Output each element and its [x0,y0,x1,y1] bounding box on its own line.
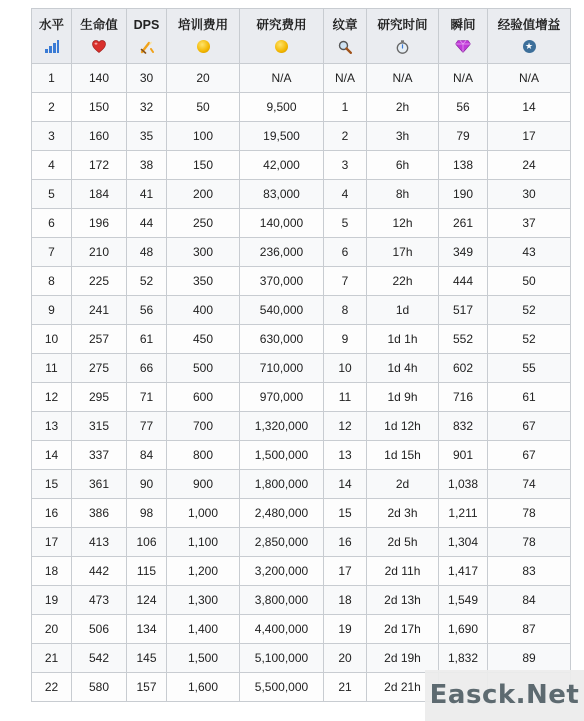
cell-dps: 56 [127,296,167,325]
cell-level: 1 [32,64,72,93]
cell-level: 12 [32,383,72,412]
cell-xp-gain: 84 [488,586,571,615]
table-row [32,64,571,93]
cell-dps: 90 [127,470,167,499]
cell-hitpoints: 386 [72,499,127,528]
cell-hitpoints: 580 [72,673,127,702]
cell-hitpoints: 184 [72,180,127,209]
cell-research-cost: 1,320,000 [240,412,324,441]
cell-level: 6 [32,209,72,238]
cell-dps: 44 [127,209,167,238]
cell-research-time: 2d 3h [367,499,439,528]
cell-research-cost: 3,200,000 [240,557,324,586]
cell-laboratory-level: 17 [324,557,367,586]
cell-training-cost: 1,000 [167,499,240,528]
cell-xp-gain: 14 [488,93,571,122]
cell-training-cost: 150 [167,151,240,180]
cell-xp-gain: 52 [488,325,571,354]
gold-coin-icon [197,40,210,53]
cell-xp-gain: 52 [488,296,571,325]
col-header-dps[interactable] [127,9,167,64]
cell-gem-cost: 901 [439,441,488,470]
cell-research-cost: 3,800,000 [240,586,324,615]
col-header-training-cost[interactable] [167,9,240,64]
cell-laboratory-level: N/A [324,64,367,93]
cell-hitpoints: 315 [72,412,127,441]
table-row [32,557,571,586]
cell-dps: 98 [127,499,167,528]
cell-hitpoints: 442 [72,557,127,586]
cell-laboratory-level: 15 [324,499,367,528]
cell-xp-gain: 74 [488,470,571,499]
cell-research-time: 2d 19h [367,644,439,673]
heart-icon [92,40,106,53]
cell-hitpoints: 295 [72,383,127,412]
cell-research-cost: 19,500 [240,122,324,151]
cell-level: 5 [32,180,72,209]
cell-xp-gain: 78 [488,528,571,557]
cell-research-cost: 710,000 [240,354,324,383]
cell-dps: 30 [127,64,167,93]
cell-level: 3 [32,122,72,151]
table-row [32,586,571,615]
watermark: Easck.Net [425,670,584,721]
xp-star-icon: ★ [523,40,536,53]
cell-level: 22 [32,673,72,702]
cell-level: 10 [32,325,72,354]
cell-research-time: 2d 5h [367,528,439,557]
cell-training-cost: 900 [167,470,240,499]
cell-laboratory-level: 14 [324,470,367,499]
cell-training-cost: 800 [167,441,240,470]
cell-hitpoints: 413 [72,528,127,557]
cell-training-cost: 400 [167,296,240,325]
table-row [32,528,571,557]
cell-research-cost: 9,500 [240,93,324,122]
cell-dps: 84 [127,441,167,470]
cell-research-cost: 970,000 [240,383,324,412]
cell-xp-gain: 24 [488,151,571,180]
sword-icon [140,40,154,54]
table-row [32,180,571,209]
cell-gem-cost: 1,417 [439,557,488,586]
cell-hitpoints: 542 [72,644,127,673]
col-header-research-time[interactable] [367,9,439,64]
cell-training-cost: 1,400 [167,615,240,644]
header-label: 研究时间 [377,18,428,32]
cell-dps: 35 [127,122,167,151]
table-row [32,93,571,122]
cell-research-cost: 42,000 [240,151,324,180]
table-row [32,383,571,412]
cell-hitpoints: 160 [72,122,127,151]
cell-laboratory-level: 19 [324,615,367,644]
cell-research-time: 2d 21h [367,673,439,702]
gold-coin-icon [275,40,288,53]
cell-research-cost: 140,000 [240,209,324,238]
troop-level-table [31,8,571,702]
level-bars-icon [45,40,59,53]
cell-gem-cost: 517 [439,296,488,325]
cell-research-time: 2d 13h [367,586,439,615]
col-header-level[interactable] [32,9,72,64]
cell-hitpoints: 196 [72,209,127,238]
cell-research-time: 1d 4h [367,354,439,383]
cell-dps: 52 [127,267,167,296]
cell-dps: 77 [127,412,167,441]
cell-laboratory-level: 10 [324,354,367,383]
cell-laboratory-level: 13 [324,441,367,470]
cell-research-cost: 1,500,000 [240,441,324,470]
cell-xp-gain: 87 [488,615,571,644]
cell-gem-cost: 190 [439,180,488,209]
cell-training-cost: 1,200 [167,557,240,586]
cell-laboratory-level: 5 [324,209,367,238]
cell-training-cost: 300 [167,238,240,267]
cell-gem-cost: 1,690 [439,615,488,644]
table-row [32,151,571,180]
cell-dps: 32 [127,93,167,122]
cell-research-cost: 5,500,000 [240,673,324,702]
header-label: 生命值 [80,18,118,32]
cell-xp-gain: N/A [488,64,571,93]
header-label: 培训费用 [177,18,228,32]
cell-level: 21 [32,644,72,673]
cell-dps: 61 [127,325,167,354]
cell-training-cost: 100 [167,122,240,151]
header-label: 水平 [38,18,64,32]
cell-research-cost: 1,800,000 [240,470,324,499]
magnifier-icon [338,40,352,54]
table-row [32,122,571,151]
cell-training-cost: 1,500 [167,644,240,673]
cell-research-time: 2d [367,470,439,499]
table-row [32,325,571,354]
cell-research-cost: 236,000 [240,238,324,267]
cell-gem-cost: 56 [439,93,488,122]
cell-level: 13 [32,412,72,441]
cell-dps: 48 [127,238,167,267]
cell-level: 8 [32,267,72,296]
cell-research-time: 1d 1h [367,325,439,354]
cell-gem-cost: 261 [439,209,488,238]
table-row [32,267,571,296]
col-header-xp-gain[interactable] [488,9,571,64]
cell-xp-gain: 67 [488,412,571,441]
cell-research-time: 2d 17h [367,615,439,644]
cell-gem-cost: 1,304 [439,528,488,557]
cell-xp-gain: 43 [488,238,571,267]
cell-hitpoints: 337 [72,441,127,470]
col-header-gems[interactable] [439,9,488,64]
cell-hitpoints: 257 [72,325,127,354]
cell-research-cost: 540,000 [240,296,324,325]
cell-level: 18 [32,557,72,586]
cell-hitpoints: 150 [72,93,127,122]
cell-laboratory-level: 6 [324,238,367,267]
cell-research-cost: 5,100,000 [240,644,324,673]
cell-laboratory-level: 1 [324,93,367,122]
cell-xp-gain: 83 [488,557,571,586]
cell-xp-gain: 61 [488,383,571,412]
cell-gem-cost: 602 [439,354,488,383]
cell-xp-gain: 78 [488,499,571,528]
cell-xp-gain: 30 [488,180,571,209]
cell-gem-cost: 552 [439,325,488,354]
header-label: 纹章 [332,18,358,32]
cell-research-time: 17h [367,238,439,267]
cell-research-cost: 2,480,000 [240,499,324,528]
cell-gem-cost: 444 [439,267,488,296]
cell-gem-cost: 1,038 [439,470,488,499]
cell-gem-cost: 716 [439,383,488,412]
cell-dps: 157 [127,673,167,702]
cell-level: 15 [32,470,72,499]
cell-gem-cost: 832 [439,412,488,441]
cell-dps: 145 [127,644,167,673]
cell-level: 11 [32,354,72,383]
cell-hitpoints: 140 [72,64,127,93]
cell-gem-cost: 138 [439,151,488,180]
table-row [32,296,571,325]
table-row [32,209,571,238]
cell-level: 2 [32,93,72,122]
cell-dps: 115 [127,557,167,586]
cell-level: 19 [32,586,72,615]
cell-training-cost: 700 [167,412,240,441]
cell-research-time: 1d 12h [367,412,439,441]
table-row [32,354,571,383]
header-label: 瞬间 [450,18,476,32]
cell-research-cost: 4,400,000 [240,615,324,644]
cell-dps: 106 [127,528,167,557]
table-row [32,499,571,528]
cell-training-cost: 1,300 [167,586,240,615]
table-row [32,412,571,441]
cell-level: 14 [32,441,72,470]
cell-laboratory-level: 2 [324,122,367,151]
col-header-laboratory[interactable] [324,9,367,64]
cell-research-time: 12h [367,209,439,238]
cell-hitpoints: 473 [72,586,127,615]
col-header-hitpoints[interactable] [72,9,127,64]
cell-research-time: 2d 11h [367,557,439,586]
cell-dps: 124 [127,586,167,615]
cell-research-cost: 370,000 [240,267,324,296]
cell-laboratory-level: 20 [324,644,367,673]
cell-laboratory-level: 7 [324,267,367,296]
cell-level: 17 [32,528,72,557]
cell-research-cost: N/A [240,64,324,93]
table-row [32,470,571,499]
cell-hitpoints: 361 [72,470,127,499]
cell-gem-cost: 1,549 [439,586,488,615]
cell-research-time: 1d [367,296,439,325]
table-row [32,644,571,673]
cell-laboratory-level: 3 [324,151,367,180]
cell-gem-cost: 79 [439,122,488,151]
cell-hitpoints: 172 [72,151,127,180]
cell-training-cost: 50 [167,93,240,122]
cell-xp-gain: 55 [488,354,571,383]
cell-xp-gain: 17 [488,122,571,151]
cell-training-cost: 200 [167,180,240,209]
table-row [32,238,571,267]
cell-gem-cost: 349 [439,238,488,267]
cell-laboratory-level: 16 [324,528,367,557]
cell-training-cost: 1,600 [167,673,240,702]
cell-gem-cost: N/A [439,64,488,93]
table-row [32,441,571,470]
cell-training-cost: 250 [167,209,240,238]
cell-training-cost: 600 [167,383,240,412]
cell-dps: 71 [127,383,167,412]
cell-hitpoints: 210 [72,238,127,267]
cell-hitpoints: 241 [72,296,127,325]
cell-training-cost: 350 [167,267,240,296]
cell-laboratory-level: 12 [324,412,367,441]
cell-research-time: N/A [367,64,439,93]
header-label: DPS [133,18,160,32]
cell-laboratory-level: 18 [324,586,367,615]
cell-research-time: 2h [367,93,439,122]
cell-research-time: 3h [367,122,439,151]
cell-level: 16 [32,499,72,528]
table-row [32,615,571,644]
cell-laboratory-level: 11 [324,383,367,412]
cell-training-cost: 500 [167,354,240,383]
cell-level: 20 [32,615,72,644]
cell-training-cost: 450 [167,325,240,354]
cell-research-cost: 630,000 [240,325,324,354]
cell-research-cost: 83,000 [240,180,324,209]
cell-xp-gain: 50 [488,267,571,296]
cell-research-cost: 2,850,000 [240,528,324,557]
cell-research-time: 22h [367,267,439,296]
header-label: 经验值增益 [497,18,561,32]
cell-laboratory-level: 4 [324,180,367,209]
cell-research-time: 8h [367,180,439,209]
cell-laboratory-level: 9 [324,325,367,354]
cell-gem-cost: 1,211 [439,499,488,528]
col-header-research-cost[interactable] [240,9,324,64]
cell-level: 7 [32,238,72,267]
header-label: 研究费用 [256,18,307,32]
cell-training-cost: 20 [167,64,240,93]
cell-gem-cost: 1,832 [439,644,488,673]
cell-dps: 41 [127,180,167,209]
cell-xp-gain: 37 [488,209,571,238]
cell-training-cost: 1,100 [167,528,240,557]
cell-research-time: 1d 9h [367,383,439,412]
cell-xp-gain: 89 [488,644,571,673]
cell-laboratory-level: 8 [324,296,367,325]
cell-level: 4 [32,151,72,180]
cell-laboratory-level: 21 [324,673,367,702]
cell-research-time: 6h [367,151,439,180]
cell-hitpoints: 506 [72,615,127,644]
gem-icon [455,40,471,53]
cell-hitpoints: 225 [72,267,127,296]
cell-hitpoints: 275 [72,354,127,383]
stopwatch-icon [396,40,409,54]
cell-research-time: 1d 15h [367,441,439,470]
cell-dps: 134 [127,615,167,644]
header-row [32,9,571,64]
cell-xp-gain: 67 [488,441,571,470]
cell-dps: 38 [127,151,167,180]
cell-dps: 66 [127,354,167,383]
cell-level: 9 [32,296,72,325]
